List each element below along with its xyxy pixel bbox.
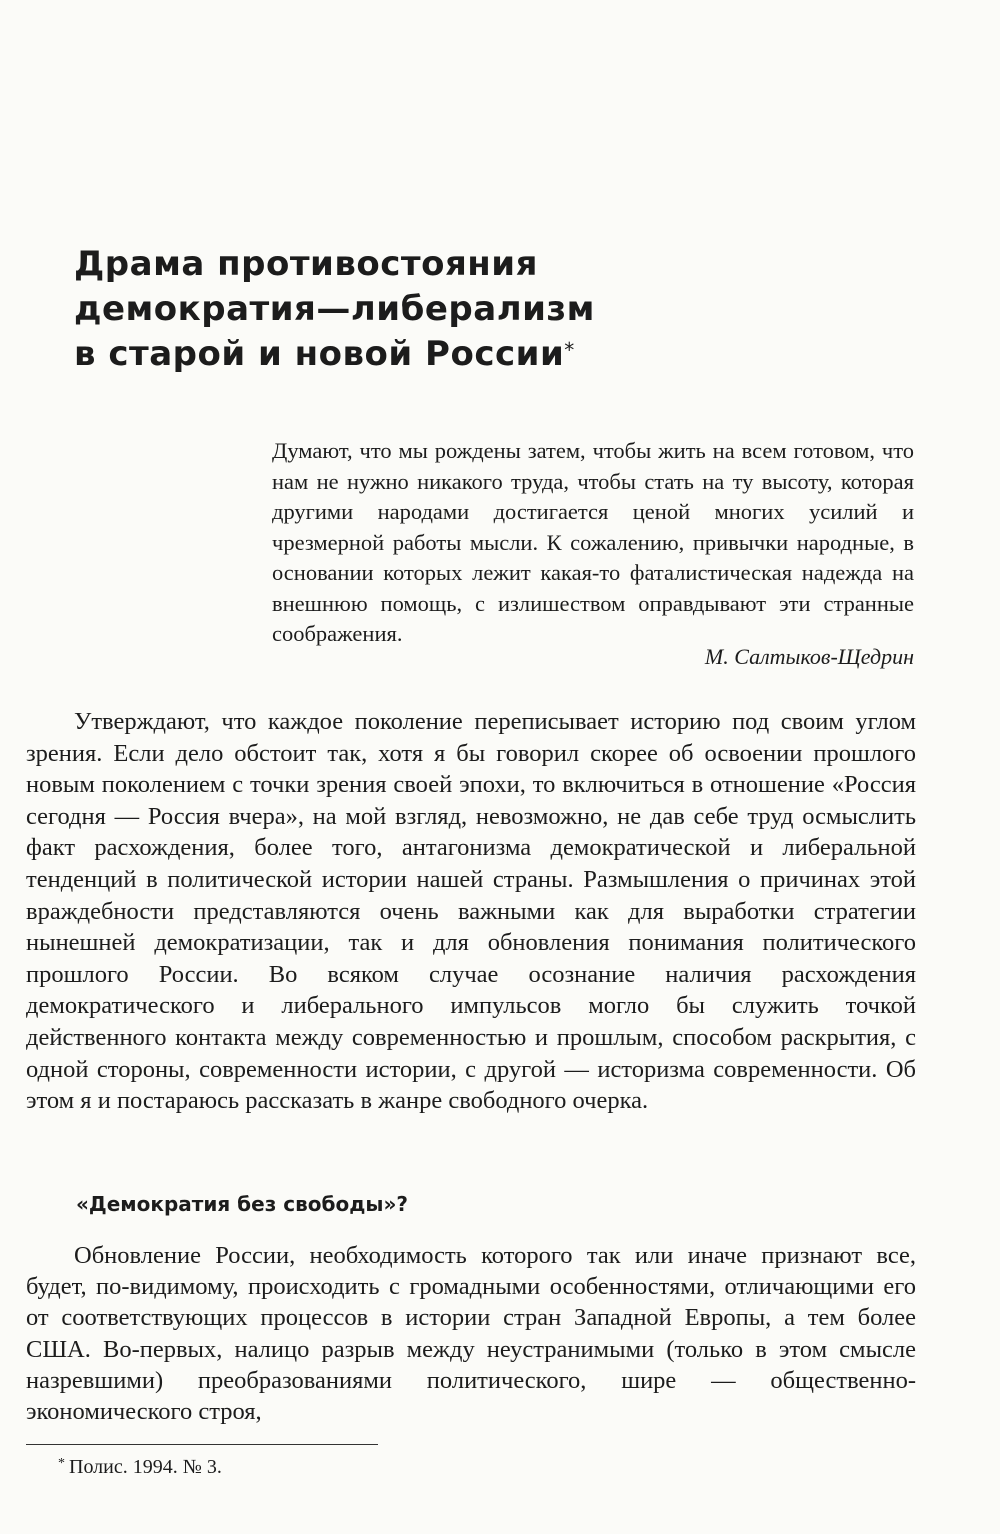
body-section-2 [26, 1240, 916, 1427]
epigraph-author: М. Салтыков-Щедрин [704, 644, 914, 669]
footnote-divider [26, 1444, 378, 1445]
section-heading: «Демократия без свободы»? [76, 1192, 409, 1216]
body-section-1 [26, 706, 916, 1117]
footnote [58, 1456, 222, 1479]
title-footnote-mark: * [564, 338, 575, 362]
body-paragraph-1: Утверждают, что каждое поколение переписывает историю под своим углом зрения. Если дело обстоит так, хотя я бы говорил скорее об освоении прошлого новым поколением с точки зрения своей эпохи, то включиться в отношение «Россия сегодня — Россия вчера», на мой взгляд, невозможно, не дав себе труд осмыслить факт расхождения, более того, антагонизма демократической и либеральной тенденций в политической истории нашей страны. Размышления о причинах этой враждебности представляются очень важными как для выработки стратегии нынешней демократизации, так и для обновления понимания политического прошлого России. Во всяком случае осознание наличия расхождения демократического и либерального импульсов могло бы служить точкой действенного контакта между современностью и прошлым, способом раскрытия, с одной стороны, современности истории, с другой — историзма современности. Об этом я и постараюсь рассказать в жанре свободного очерка. [26, 708, 916, 1115]
title-line-1: Драма противостояния [74, 244, 538, 284]
title-line-3 [74, 332, 774, 377]
title-line-3-text: в старой и новой России [74, 334, 565, 374]
epigraph-text: Думают, что мы рождены затем, чтобы жить на всем готовом, что нам не нужно никакого труда, чтобы стать на ту высоту, которая другими народами достигается ценой многих усилий и чрезмерной работы мысли. К сожалению, привычки народные, в основании которых лежит какая-то фаталистическая надежда на внешнюю помощь, с излишеством оправдывают эти странные соображения. [272, 438, 914, 646]
footnote-mark: * [58, 1456, 65, 1471]
body-paragraph-2: Обновление России, необходимость которого так или иначе признают все, будет, по-видимому, происходить с громадными особенностями, отличающими его от соответствующих процессов в истории стран Западной Европы, а тем более США. Во-первых, налицо разрыв между неустранимыми (только в этом смысле назревшими) преобразованиями политического, шире — общественно-экономического строя, [26, 1242, 916, 1426]
article-title [74, 242, 774, 377]
footnote-text: Полис. 1994. № 3. [69, 1456, 222, 1478]
title-line-2: демократия—либерализм [74, 289, 595, 329]
